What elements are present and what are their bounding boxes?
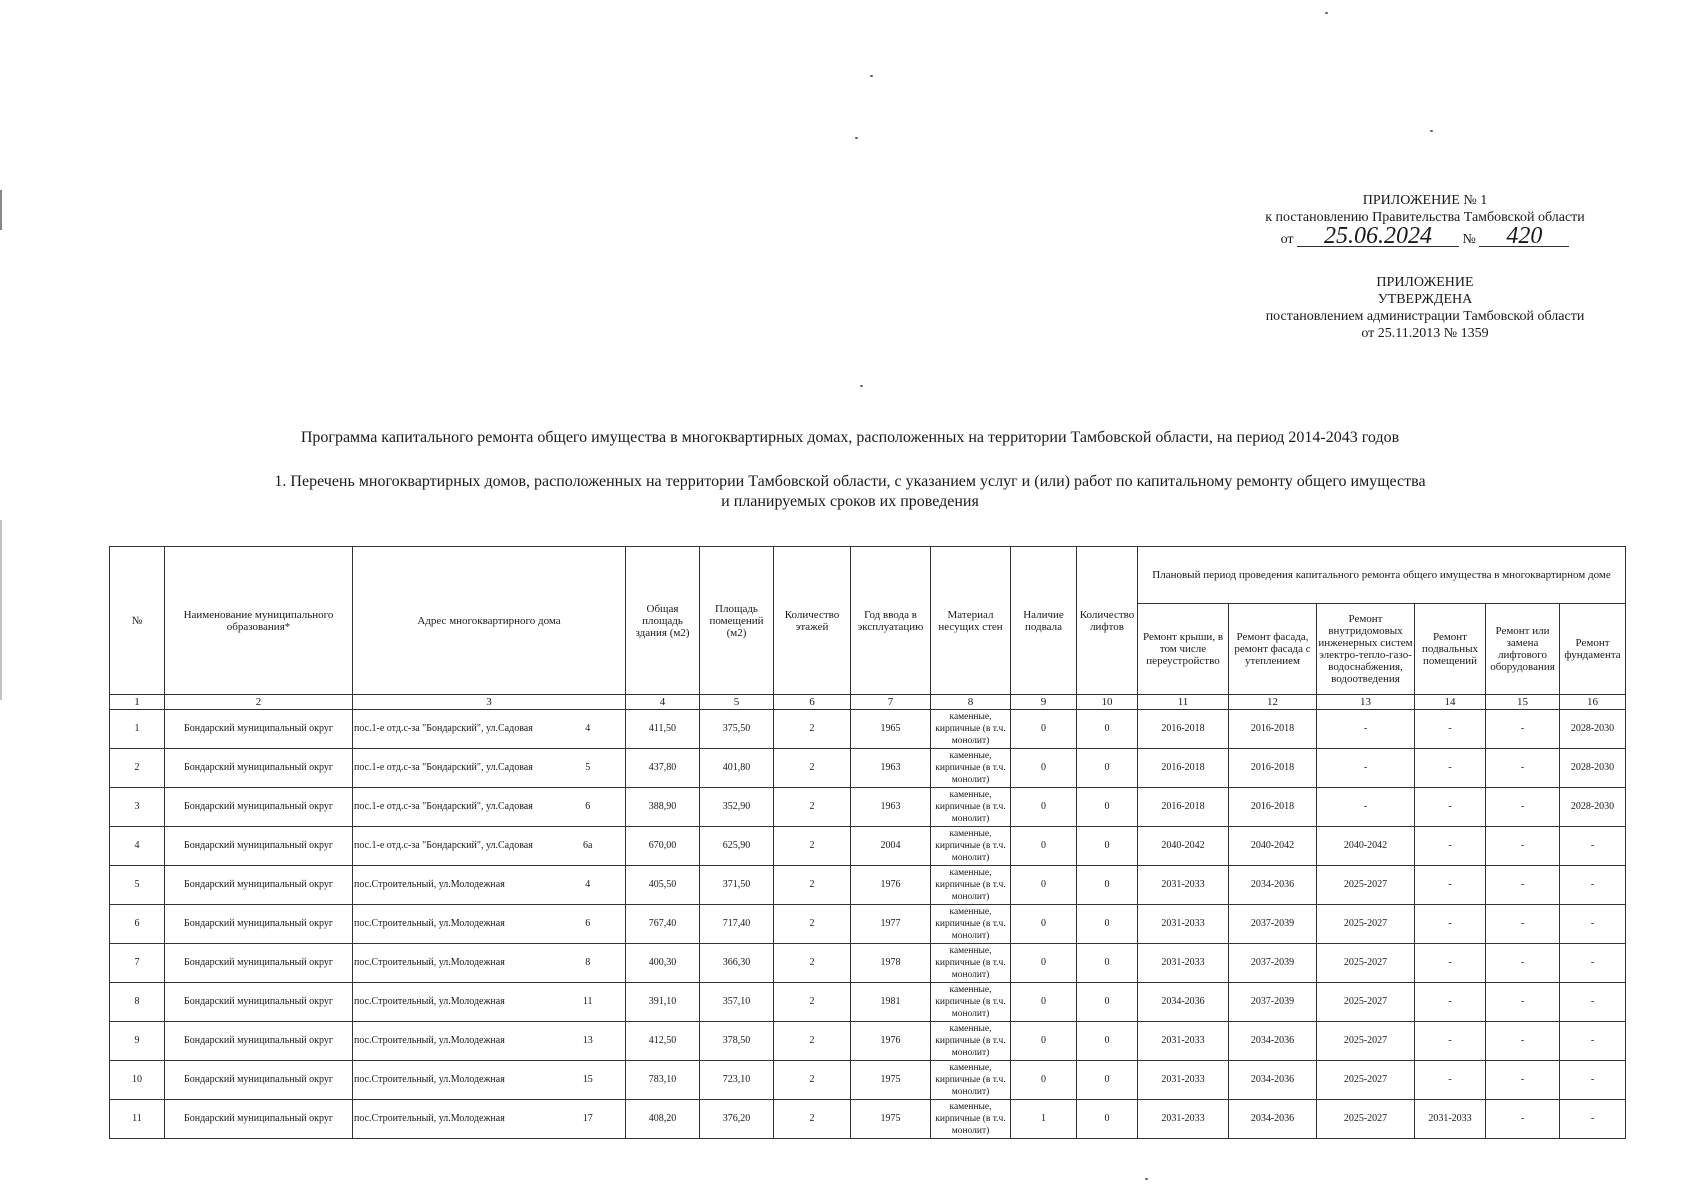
basement-repair-cell: - — [1415, 788, 1486, 827]
year-cell: 1975 — [851, 1100, 931, 1139]
address-cell: пос.Строительный, ул.Молодежная — [353, 1100, 551, 1139]
table-row — [110, 749, 1626, 788]
table-row — [110, 1100, 1626, 1139]
col-header-num: № — [110, 547, 165, 695]
table-row — [110, 710, 1626, 749]
facade-repair-cell: 2037-2039 — [1229, 983, 1317, 1022]
row-number-cell: 9 — [110, 1022, 165, 1061]
house-number-cell: 6 — [551, 905, 626, 944]
table-row — [110, 866, 1626, 905]
roof-repair-cell: 2016-2018 — [1138, 788, 1229, 827]
col-header-municipality: Наименование муниципального образования* — [165, 547, 353, 695]
total-area-cell: 400,30 — [626, 944, 700, 983]
resolution-date-line — [1215, 223, 1635, 249]
col-header-address: Адрес многоквартирного дома — [353, 547, 626, 695]
roof-repair-cell: 2031-2033 — [1138, 944, 1229, 983]
elevator-repair-cell: - — [1486, 1100, 1560, 1139]
total-area-cell: 405,50 — [626, 866, 700, 905]
col-header-material: Материал несущих стен — [931, 547, 1011, 695]
material-cell: каменные, кирпичные (в т.ч. монолит) — [931, 749, 1011, 788]
row-number-cell: 8 — [110, 983, 165, 1022]
table-row — [110, 1061, 1626, 1100]
column-number-cell: 8 — [931, 695, 1011, 710]
municipality-cell: Бондарский муниципальный округ — [165, 944, 353, 983]
scan-speck — [1325, 12, 1328, 14]
material-cell: каменные, кирпичные (в т.ч. монолит) — [931, 1061, 1011, 1100]
scan-artifact — [0, 520, 2, 700]
municipality-cell: Бондарский муниципальный округ — [165, 1100, 353, 1139]
floors-cell: 2 — [774, 983, 851, 1022]
header-row — [110, 547, 1626, 604]
elevators-cell: 0 — [1077, 1100, 1138, 1139]
col-header-facade: Ремонт фасада, ремонт фасада с утеплением — [1229, 604, 1317, 695]
total-area-cell: 437,80 — [626, 749, 700, 788]
elevator-repair-cell: - — [1486, 944, 1560, 983]
premises-area-cell: 357,10 — [700, 983, 774, 1022]
handwritten-number: 420 — [1479, 226, 1569, 247]
house-number-cell: 8 — [551, 944, 626, 983]
total-area-cell: 391,10 — [626, 983, 700, 1022]
roof-repair-cell: 2031-2033 — [1138, 1061, 1229, 1100]
roof-repair-cell: 2031-2033 — [1138, 1100, 1229, 1139]
elevator-repair-cell: - — [1486, 788, 1560, 827]
approval-line-3: постановлением администрации Тамбовской области — [1265, 309, 1585, 324]
house-number-cell: 5 — [551, 749, 626, 788]
premises-area-cell: 352,90 — [700, 788, 774, 827]
year-cell: 1981 — [851, 983, 931, 1022]
municipality-cell: Бондарский муниципальный округ — [165, 983, 353, 1022]
total-area-cell: 411,50 — [626, 710, 700, 749]
material-cell: каменные, кирпичные (в т.ч. монолит) — [931, 944, 1011, 983]
premises-area-cell: 378,50 — [700, 1022, 774, 1061]
scan-speck — [860, 385, 863, 387]
elevators-cell: 0 — [1077, 905, 1138, 944]
address-cell: пос.1-е отд.с-за "Бондарский", ул.Садовая — [353, 788, 551, 827]
approval-line-4: от 25.11.2013 № 1359 — [1361, 326, 1489, 341]
facade-repair-cell: 2016-2018 — [1229, 749, 1317, 788]
house-number-cell: 6а — [551, 827, 626, 866]
facade-repair-cell: 2040-2042 — [1229, 827, 1317, 866]
col-header-roof: Ремонт крыши, в том числе переустройство — [1138, 604, 1229, 695]
elevators-cell: 0 — [1077, 866, 1138, 905]
floors-cell: 2 — [774, 710, 851, 749]
foundation-repair-cell: - — [1560, 827, 1626, 866]
column-number-cell: 1 — [110, 695, 165, 710]
column-number-cell: 9 — [1011, 695, 1077, 710]
col-header-floors: Количество этажей — [774, 547, 851, 695]
elevators-cell: 0 — [1077, 1061, 1138, 1100]
house-number-cell: 4 — [551, 866, 626, 905]
house-number-cell: 15 — [551, 1061, 626, 1100]
elevator-repair-cell: - — [1486, 866, 1560, 905]
basement-repair-cell: - — [1415, 710, 1486, 749]
col-header-engineering: Ремонт внутридомовых инженерных систем электро-тепло-газо-водоснабжения, водоотведения — [1317, 604, 1415, 695]
address-cell: пос.1-е отд.с-за "Бондарский", ул.Садовая — [353, 827, 551, 866]
basement-repair-cell: - — [1415, 827, 1486, 866]
table-row — [110, 983, 1626, 1022]
address-cell: пос.Строительный, ул.Молодежная — [353, 1022, 551, 1061]
floors-cell: 2 — [774, 905, 851, 944]
foundation-repair-cell: - — [1560, 866, 1626, 905]
year-cell: 1965 — [851, 710, 931, 749]
house-number-cell: 4 — [551, 710, 626, 749]
facade-repair-cell: 2016-2018 — [1229, 710, 1317, 749]
year-cell: 1976 — [851, 866, 931, 905]
premises-area-cell: 717,40 — [700, 905, 774, 944]
roof-repair-cell: 2016-2018 — [1138, 710, 1229, 749]
basement-repair-cell: - — [1415, 1022, 1486, 1061]
col-header-elevators: Количество лифтов — [1077, 547, 1138, 695]
municipality-cell: Бондарский муниципальный округ — [165, 866, 353, 905]
elevator-repair-cell: - — [1486, 905, 1560, 944]
column-number-cell: 10 — [1077, 695, 1138, 710]
year-cell: 1978 — [851, 944, 931, 983]
elevators-cell: 0 — [1077, 944, 1138, 983]
year-cell: 1975 — [851, 1061, 931, 1100]
row-number-cell: 7 — [110, 944, 165, 983]
basement-cell: 0 — [1011, 788, 1077, 827]
engineering-repair-cell: 2025-2027 — [1317, 866, 1415, 905]
house-number-cell: 11 — [551, 983, 626, 1022]
floors-cell: 2 — [774, 866, 851, 905]
col-header-planned-group: Плановый период проведения капитального ремонта общего имущества в многоквартирном доме — [1138, 547, 1626, 604]
premises-area-cell: 371,50 — [700, 866, 774, 905]
address-cell: пос.1-е отд.с-за "Бондарский", ул.Садовая — [353, 749, 551, 788]
facade-repair-cell: 2034-2036 — [1229, 1100, 1317, 1139]
basement-repair-cell: - — [1415, 749, 1486, 788]
column-number-cell: 7 — [851, 695, 931, 710]
column-number-row — [110, 695, 1626, 710]
scan-speck — [855, 137, 858, 139]
engineering-repair-cell: 2025-2027 — [1317, 1022, 1415, 1061]
col-header-basement-repair: Ремонт подвальных помещений — [1415, 604, 1486, 695]
elevators-cell: 0 — [1077, 1022, 1138, 1061]
roof-repair-cell: 2031-2033 — [1138, 1022, 1229, 1061]
elevator-repair-cell: - — [1486, 827, 1560, 866]
roof-repair-cell: 2034-2036 — [1138, 983, 1229, 1022]
engineering-repair-cell: 2025-2027 — [1317, 944, 1415, 983]
address-cell: пос.Строительный, ул.Молодежная — [353, 905, 551, 944]
basement-repair-cell: - — [1415, 983, 1486, 1022]
basement-repair-cell: 2031-2033 — [1415, 1100, 1486, 1139]
basement-cell: 1 — [1011, 1100, 1077, 1139]
premises-area-cell: 625,90 — [700, 827, 774, 866]
floors-cell: 2 — [774, 749, 851, 788]
foundation-repair-cell: - — [1560, 905, 1626, 944]
section-title-line-2: и планируемых сроков их проведения — [721, 493, 979, 510]
floors-cell: 2 — [774, 827, 851, 866]
facade-repair-cell: 2034-2036 — [1229, 1022, 1317, 1061]
basement-repair-cell: - — [1415, 1061, 1486, 1100]
table-row — [110, 1022, 1626, 1061]
column-number-cell: 15 — [1486, 695, 1560, 710]
table-row — [110, 944, 1626, 983]
column-number-cell: 5 — [700, 695, 774, 710]
municipality-cell: Бондарский муниципальный округ — [165, 749, 353, 788]
premises-area-cell: 723,10 — [700, 1061, 774, 1100]
appendix-title: ПРИЛОЖЕНИЕ № 1 — [1362, 193, 1488, 208]
facade-repair-cell: 2037-2039 — [1229, 944, 1317, 983]
premises-area-cell: 366,30 — [700, 944, 774, 983]
basement-repair-cell: - — [1415, 866, 1486, 905]
material-cell: каменные, кирпичные (в т.ч. монолит) — [931, 905, 1011, 944]
col-header-elevator-repair: Ремонт или замена лифтового оборудования — [1486, 604, 1560, 695]
year-cell: 2004 — [851, 827, 931, 866]
basement-cell: 0 — [1011, 1022, 1077, 1061]
elevators-cell: 0 — [1077, 710, 1138, 749]
total-area-cell: 670,00 — [626, 827, 700, 866]
floors-cell: 2 — [774, 1022, 851, 1061]
year-cell: 1963 — [851, 788, 931, 827]
total-area-cell: 767,40 — [626, 905, 700, 944]
foundation-repair-cell: - — [1560, 1100, 1626, 1139]
row-number-cell: 2 — [110, 749, 165, 788]
engineering-repair-cell: 2025-2027 — [1317, 1061, 1415, 1100]
col-header-foundation: Ремонт фундамента — [1560, 604, 1626, 695]
elevator-repair-cell: - — [1486, 749, 1560, 788]
resolution-line: к постановлению Правительства Тамбовской области — [1265, 210, 1585, 225]
basement-cell: 0 — [1011, 905, 1077, 944]
appendix-header — [1215, 192, 1635, 248]
table-row — [110, 905, 1626, 944]
scan-speck — [1145, 1178, 1148, 1180]
column-number-cell: 14 — [1415, 695, 1486, 710]
basement-cell: 0 — [1011, 710, 1077, 749]
premises-area-cell: 375,50 — [700, 710, 774, 749]
house-number-cell: 13 — [551, 1022, 626, 1061]
elevator-repair-cell: - — [1486, 1061, 1560, 1100]
col-header-premises-area: Площадь помещений (м2) — [700, 547, 774, 695]
floors-cell: 2 — [774, 788, 851, 827]
column-number-cell: 11 — [1138, 695, 1229, 710]
column-number-cell: 4 — [626, 695, 700, 710]
number-sign: № — [1462, 232, 1476, 247]
column-number-cell: 6 — [774, 695, 851, 710]
approval-block — [1215, 274, 1635, 342]
program-title: Программа капитального ремонта общего имущества в многоквартирных домах, расположенных на территории Тамбовской области, на период 2014-2043 годов — [300, 429, 1400, 446]
row-number-cell: 4 — [110, 827, 165, 866]
column-number-cell: 13 — [1317, 695, 1415, 710]
municipality-cell: Бондарский муниципальный округ — [165, 827, 353, 866]
column-number-cell: 3 — [353, 695, 626, 710]
foundation-repair-cell: - — [1560, 944, 1626, 983]
material-cell: каменные, кирпичные (в т.ч. монолит) — [931, 983, 1011, 1022]
roof-repair-cell: 2031-2033 — [1138, 866, 1229, 905]
total-area-cell: 408,20 — [626, 1100, 700, 1139]
basement-repair-cell: - — [1415, 944, 1486, 983]
row-number-cell: 6 — [110, 905, 165, 944]
approval-line-1: ПРИЛОЖЕНИЕ — [1376, 275, 1474, 290]
col-header-basement: Наличие подвала — [1011, 547, 1077, 695]
floors-cell: 2 — [774, 1100, 851, 1139]
basement-cell: 0 — [1011, 1061, 1077, 1100]
engineering-repair-cell: 2025-2027 — [1317, 905, 1415, 944]
foundation-repair-cell: - — [1560, 1022, 1626, 1061]
row-number-cell: 11 — [110, 1100, 165, 1139]
column-number-cell: 12 — [1229, 695, 1317, 710]
elevators-cell: 0 — [1077, 983, 1138, 1022]
year-cell: 1976 — [851, 1022, 931, 1061]
elevators-cell: 0 — [1077, 788, 1138, 827]
municipality-cell: Бондарский муниципальный округ — [165, 710, 353, 749]
basement-repair-cell: - — [1415, 905, 1486, 944]
premises-area-cell: 376,20 — [700, 1100, 774, 1139]
engineering-repair-cell: - — [1317, 788, 1415, 827]
total-area-cell: 412,50 — [626, 1022, 700, 1061]
elevator-repair-cell: - — [1486, 983, 1560, 1022]
elevators-cell: 0 — [1077, 827, 1138, 866]
facade-repair-cell: 2034-2036 — [1229, 866, 1317, 905]
house-number-cell: 17 — [551, 1100, 626, 1139]
year-cell: 1977 — [851, 905, 931, 944]
engineering-repair-cell: - — [1317, 749, 1415, 788]
material-cell: каменные, кирпичные (в т.ч. монолит) — [931, 710, 1011, 749]
scan-artifact — [0, 190, 2, 230]
floors-cell: 2 — [774, 944, 851, 983]
roof-repair-cell: 2031-2033 — [1138, 905, 1229, 944]
houses-table — [109, 546, 1626, 1139]
roof-repair-cell: 2016-2018 — [1138, 749, 1229, 788]
engineering-repair-cell: 2025-2027 — [1317, 1100, 1415, 1139]
basement-cell: 0 — [1011, 983, 1077, 1022]
address-cell: пос.Строительный, ул.Молодежная — [353, 1061, 551, 1100]
municipality-cell: Бондарский муниципальный округ — [165, 788, 353, 827]
material-cell: каменные, кирпичные (в т.ч. монолит) — [931, 1100, 1011, 1139]
facade-repair-cell: 2037-2039 — [1229, 905, 1317, 944]
engineering-repair-cell: 2025-2027 — [1317, 983, 1415, 1022]
total-area-cell: 388,90 — [626, 788, 700, 827]
municipality-cell: Бондарский муниципальный округ — [165, 1022, 353, 1061]
address-cell: пос.Строительный, ул.Молодежная — [353, 866, 551, 905]
foundation-repair-cell: - — [1560, 983, 1626, 1022]
address-cell: пос.Строительный, ул.Молодежная — [353, 944, 551, 983]
municipality-cell: Бондарский муниципальный округ — [165, 905, 353, 944]
row-number-cell: 5 — [110, 866, 165, 905]
year-cell: 1963 — [851, 749, 931, 788]
material-cell: каменные, кирпичные (в т.ч. монолит) — [931, 866, 1011, 905]
foundation-repair-cell: - — [1560, 1061, 1626, 1100]
col-header-total-area: Общая площадь здания (м2) — [626, 547, 700, 695]
basement-cell: 0 — [1011, 866, 1077, 905]
address-cell: пос.1-е отд.с-за "Бондарский", ул.Садовая — [353, 710, 551, 749]
row-number-cell: 10 — [110, 1061, 165, 1100]
foundation-repair-cell: 2028-2030 — [1560, 710, 1626, 749]
total-area-cell: 783,10 — [626, 1061, 700, 1100]
row-number-cell: 3 — [110, 788, 165, 827]
table-body — [110, 710, 1626, 1139]
engineering-repair-cell: 2040-2042 — [1317, 827, 1415, 866]
column-number-cell: 16 — [1560, 695, 1626, 710]
engineering-repair-cell: - — [1317, 710, 1415, 749]
house-number-cell: 6 — [551, 788, 626, 827]
row-number-cell: 1 — [110, 710, 165, 749]
table-row — [110, 788, 1626, 827]
facade-repair-cell: 2016-2018 — [1229, 788, 1317, 827]
municipality-cell: Бондарский муниципальный округ — [165, 1061, 353, 1100]
material-cell: каменные, кирпичные (в т.ч. монолит) — [931, 827, 1011, 866]
basement-cell: 0 — [1011, 944, 1077, 983]
scan-speck — [1430, 130, 1433, 132]
elevator-repair-cell: - — [1486, 710, 1560, 749]
roof-repair-cell: 2040-2042 — [1138, 827, 1229, 866]
basement-cell: 0 — [1011, 749, 1077, 788]
col-header-year: Год ввода в эксплуатацию — [851, 547, 931, 695]
material-cell: каменные, кирпичные (в т.ч. монолит) — [931, 1022, 1011, 1061]
handwritten-date: 25.06.2024 — [1297, 226, 1459, 247]
facade-repair-cell: 2034-2036 — [1229, 1061, 1317, 1100]
scan-speck — [870, 75, 873, 77]
material-cell: каменные, кирпичные (в т.ч. монолит) — [931, 788, 1011, 827]
premises-area-cell: 401,80 — [700, 749, 774, 788]
table-row — [110, 827, 1626, 866]
section-title-line-1: 1. Перечень многоквартирных домов, расположенных на территории Тамбовской области, с указанием услуг и (или) работ по капитальному ремонту общего имущества — [274, 473, 1426, 490]
foundation-repair-cell: 2028-2030 — [1560, 788, 1626, 827]
foundation-repair-cell: 2028-2030 — [1560, 749, 1626, 788]
section-title — [110, 472, 1590, 512]
floors-cell: 2 — [774, 1061, 851, 1100]
address-cell: пос.Строительный, ул.Молодежная — [353, 983, 551, 1022]
from-label: от — [1280, 232, 1294, 247]
elevators-cell: 0 — [1077, 749, 1138, 788]
basement-cell: 0 — [1011, 827, 1077, 866]
approval-line-2: УТВЕРЖДЕНА — [1377, 292, 1473, 307]
elevator-repair-cell: - — [1486, 1022, 1560, 1061]
column-number-cell: 2 — [165, 695, 353, 710]
